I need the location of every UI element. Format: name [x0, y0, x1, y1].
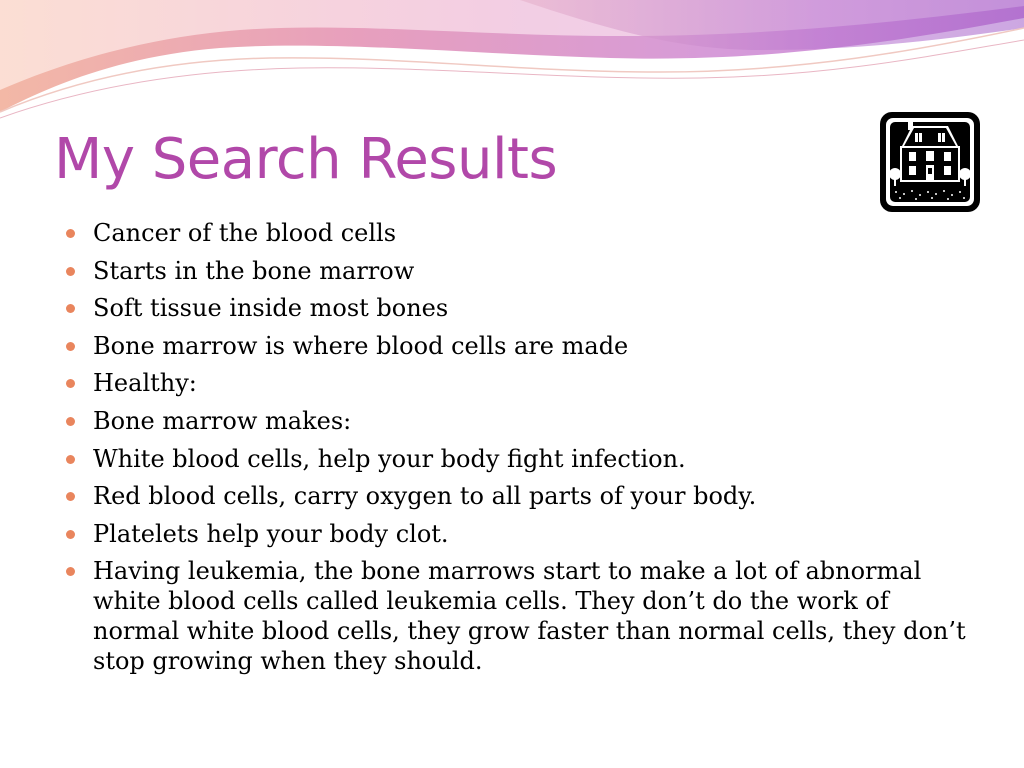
- list-item-text: White blood cells, help your body fight infection.: [93, 444, 686, 473]
- bullet-dot: [66, 229, 75, 238]
- list-item: [66, 481, 966, 511]
- list-item-text: Red blood cells, carry oxygen to all parts of your body.: [93, 482, 757, 511]
- list-item-text: Platelets help your body clot.: [93, 519, 449, 548]
- slide-title: My Search Results: [54, 127, 558, 192]
- house-icon: [878, 110, 982, 214]
- bullet-dot: [66, 455, 75, 464]
- list-item: [66, 331, 966, 361]
- list-item: [66, 218, 966, 248]
- list-item: [66, 293, 966, 323]
- list-item-text: Bone marrow is where blood cells are made: [93, 331, 629, 360]
- list-item: [66, 368, 966, 398]
- bullet-dot: [66, 530, 75, 539]
- list-item: [66, 519, 966, 549]
- bullet-dot: [66, 567, 75, 576]
- list-item: [66, 556, 966, 676]
- bullet-dot: [66, 342, 75, 351]
- list-item-text: Having leukemia, the bone marrows start to make a lot of abnormal white blood cells called leukemia cells. They don’t do the work of normal white blood cells, they grow faster than normal cells, they don’t stop growing when they should.: [93, 557, 966, 676]
- list-item-text: Starts in the bone marrow: [93, 256, 415, 285]
- bullet-list: [66, 218, 966, 676]
- bullet-dot: [66, 267, 75, 276]
- list-item: [66, 406, 966, 436]
- list-item-text: Cancer of the blood cells: [93, 219, 397, 247]
- decorative-wave-header: [0, 0, 1024, 130]
- list-item-text: Soft tissue inside most bones: [93, 294, 449, 323]
- list-item: [66, 256, 966, 286]
- bullet-dot: [66, 379, 75, 388]
- list-item-text: Healthy:: [93, 369, 197, 398]
- bullet-dot: [66, 304, 75, 313]
- list-item: [66, 444, 966, 474]
- bullet-dot: [66, 417, 75, 426]
- bullet-dot: [66, 492, 75, 501]
- list-item-text: Bone marrow makes:: [93, 406, 352, 435]
